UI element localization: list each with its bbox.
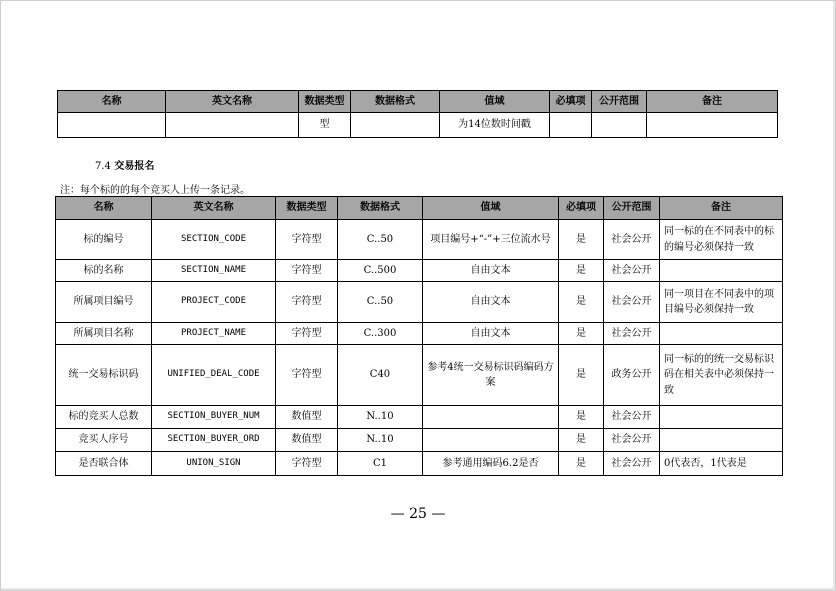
cell-english-name: SECTION_BUYER_NUM xyxy=(152,406,276,429)
table-row xyxy=(58,113,778,138)
cell-remarks: 同一标的在不同表中的标的编号必须保持一致 xyxy=(660,220,783,260)
cell xyxy=(58,113,166,138)
cell-remarks xyxy=(660,406,783,429)
cell-data-format: N..10 xyxy=(338,429,423,452)
cell-data-format: C..50 xyxy=(338,220,423,260)
cell-data-type: 字符型 xyxy=(276,220,338,260)
cell-remarks xyxy=(660,323,783,345)
table-continued xyxy=(57,90,778,138)
col-header-data-type: 数据类型 xyxy=(299,91,351,113)
col-header-required: 必填项 xyxy=(550,91,592,113)
cell-value-domain xyxy=(423,429,559,452)
cell-english-name: PROJECT_CODE xyxy=(152,282,276,323)
cell xyxy=(592,113,647,138)
cell xyxy=(351,113,440,138)
table-row xyxy=(56,345,783,406)
cell-name: 是否联合体 xyxy=(56,452,152,476)
cell-value-domain: 自由文本 xyxy=(423,282,559,323)
cell-remarks: 0代表否，1代表是 xyxy=(660,452,783,476)
section-heading xyxy=(95,157,154,172)
section-title: 交易报名 xyxy=(114,161,155,172)
cell xyxy=(550,113,592,138)
col-header-remarks: 备注 xyxy=(660,197,783,220)
cell-english-name: PROJECT_NAME xyxy=(152,323,276,345)
cell-name: 标的竞买人总数 xyxy=(56,406,152,429)
cell-remarks: 同一标的的统一交易标识码在相关表中必须保持一致 xyxy=(660,345,783,406)
cell-data-format: C40 xyxy=(338,345,423,406)
cell-public-scope: 政务公开 xyxy=(604,345,660,406)
col-header-public-scope: 公开范围 xyxy=(592,91,647,113)
table-row xyxy=(56,429,783,452)
cell-english-name: UNION_SIGN xyxy=(152,452,276,476)
table-row xyxy=(56,220,783,260)
cell-data-format: C..500 xyxy=(338,260,423,282)
cell-value-domain: 自由文本 xyxy=(423,260,559,282)
cell-required: 是 xyxy=(559,220,604,260)
col-header-remarks: 备注 xyxy=(647,91,778,113)
cell-public-scope: 社会公开 xyxy=(604,452,660,476)
cell-name: 所属项目编号 xyxy=(56,282,152,323)
col-header-data-format: 数据格式 xyxy=(338,197,423,220)
cell-value-domain: 项目编号+“-”+三位流水号 xyxy=(423,220,559,260)
cell-data-type: 字符型 xyxy=(276,260,338,282)
col-header-name: 名称 xyxy=(56,197,152,220)
cell-data-type: 字符型 xyxy=(276,282,338,323)
cell-remarks xyxy=(660,260,783,282)
cell xyxy=(166,113,299,138)
table-header-row xyxy=(58,91,778,113)
cell-required: 是 xyxy=(559,323,604,345)
cell-public-scope: 社会公开 xyxy=(604,282,660,323)
col-header-public-scope: 公开范围 xyxy=(604,197,660,220)
col-header-name: 名称 xyxy=(58,91,166,113)
cell-data-type: 字符型 xyxy=(276,345,338,406)
table-row xyxy=(56,282,783,323)
cell-name: 统一交易标识码 xyxy=(56,345,152,406)
table-row xyxy=(56,260,783,282)
table-row xyxy=(56,452,783,476)
registration-table xyxy=(55,196,783,476)
cell-data-format: C1 xyxy=(338,452,423,476)
cell-data-format: C..50 xyxy=(338,282,423,323)
cell-name: 标的名称 xyxy=(56,260,152,282)
cell-data-type: 数值型 xyxy=(276,429,338,452)
col-header-data-type: 数据类型 xyxy=(276,197,338,220)
cell-data-format: C..300 xyxy=(338,323,423,345)
cell-required: 是 xyxy=(559,282,604,323)
col-header-value-domain: 值域 xyxy=(423,197,559,220)
cell-english-name: SECTION_BUYER_ORD xyxy=(152,429,276,452)
cell-value-domain xyxy=(423,406,559,429)
cell-name: 所属项目名称 xyxy=(56,323,152,345)
cell: 型 xyxy=(299,113,351,138)
cell-english-name: SECTION_NAME xyxy=(152,260,276,282)
page-number: — 25 — xyxy=(390,506,446,522)
cell-remarks: 同一项目在不同表中的项目编号必须保持一致 xyxy=(660,282,783,323)
col-header-english-name: 英文名称 xyxy=(152,197,276,220)
cell-english-name: UNIFIED_DEAL_CODE xyxy=(152,345,276,406)
cell-data-type: 数值型 xyxy=(276,406,338,429)
cell-required: 是 xyxy=(559,429,604,452)
col-header-required: 必填项 xyxy=(559,197,604,220)
cell-public-scope: 社会公开 xyxy=(604,323,660,345)
cell-public-scope: 社会公开 xyxy=(604,220,660,260)
cell-required: 是 xyxy=(559,452,604,476)
cell-remarks xyxy=(660,429,783,452)
cell-data-type: 字符型 xyxy=(276,452,338,476)
table-row xyxy=(56,406,783,429)
cell-name: 标的编号 xyxy=(56,220,152,260)
cell-value-domain: 参考通用编码6.2是否 xyxy=(423,452,559,476)
cell-value-domain: 参考4统一交易标识码编码方案 xyxy=(423,345,559,406)
cell-required: 是 xyxy=(559,406,604,429)
table-row xyxy=(56,323,783,345)
cell-public-scope: 社会公开 xyxy=(604,429,660,452)
cell xyxy=(647,113,778,138)
cell-english-name: SECTION_CODE xyxy=(152,220,276,260)
cell: 为14位数时间戳 xyxy=(440,113,550,138)
cell-data-type: 字符型 xyxy=(276,323,338,345)
cell-public-scope: 社会公开 xyxy=(604,406,660,429)
col-header-data-format: 数据格式 xyxy=(351,91,440,113)
table-note: 注：每个标的的每个竞买人上传一条记录。 xyxy=(60,185,250,196)
cell-name: 竞买人序号 xyxy=(56,429,152,452)
cell-required: 是 xyxy=(559,260,604,282)
cell-required: 是 xyxy=(559,345,604,406)
cell-value-domain: 自由文本 xyxy=(423,323,559,345)
cell-public-scope: 社会公开 xyxy=(604,260,660,282)
col-header-english-name: 英文名称 xyxy=(166,91,299,113)
cell-data-format: N..10 xyxy=(338,406,423,429)
table-header-row xyxy=(56,197,783,220)
col-header-value-domain: 值域 xyxy=(440,91,550,113)
section-number: 7.4 xyxy=(95,161,111,172)
